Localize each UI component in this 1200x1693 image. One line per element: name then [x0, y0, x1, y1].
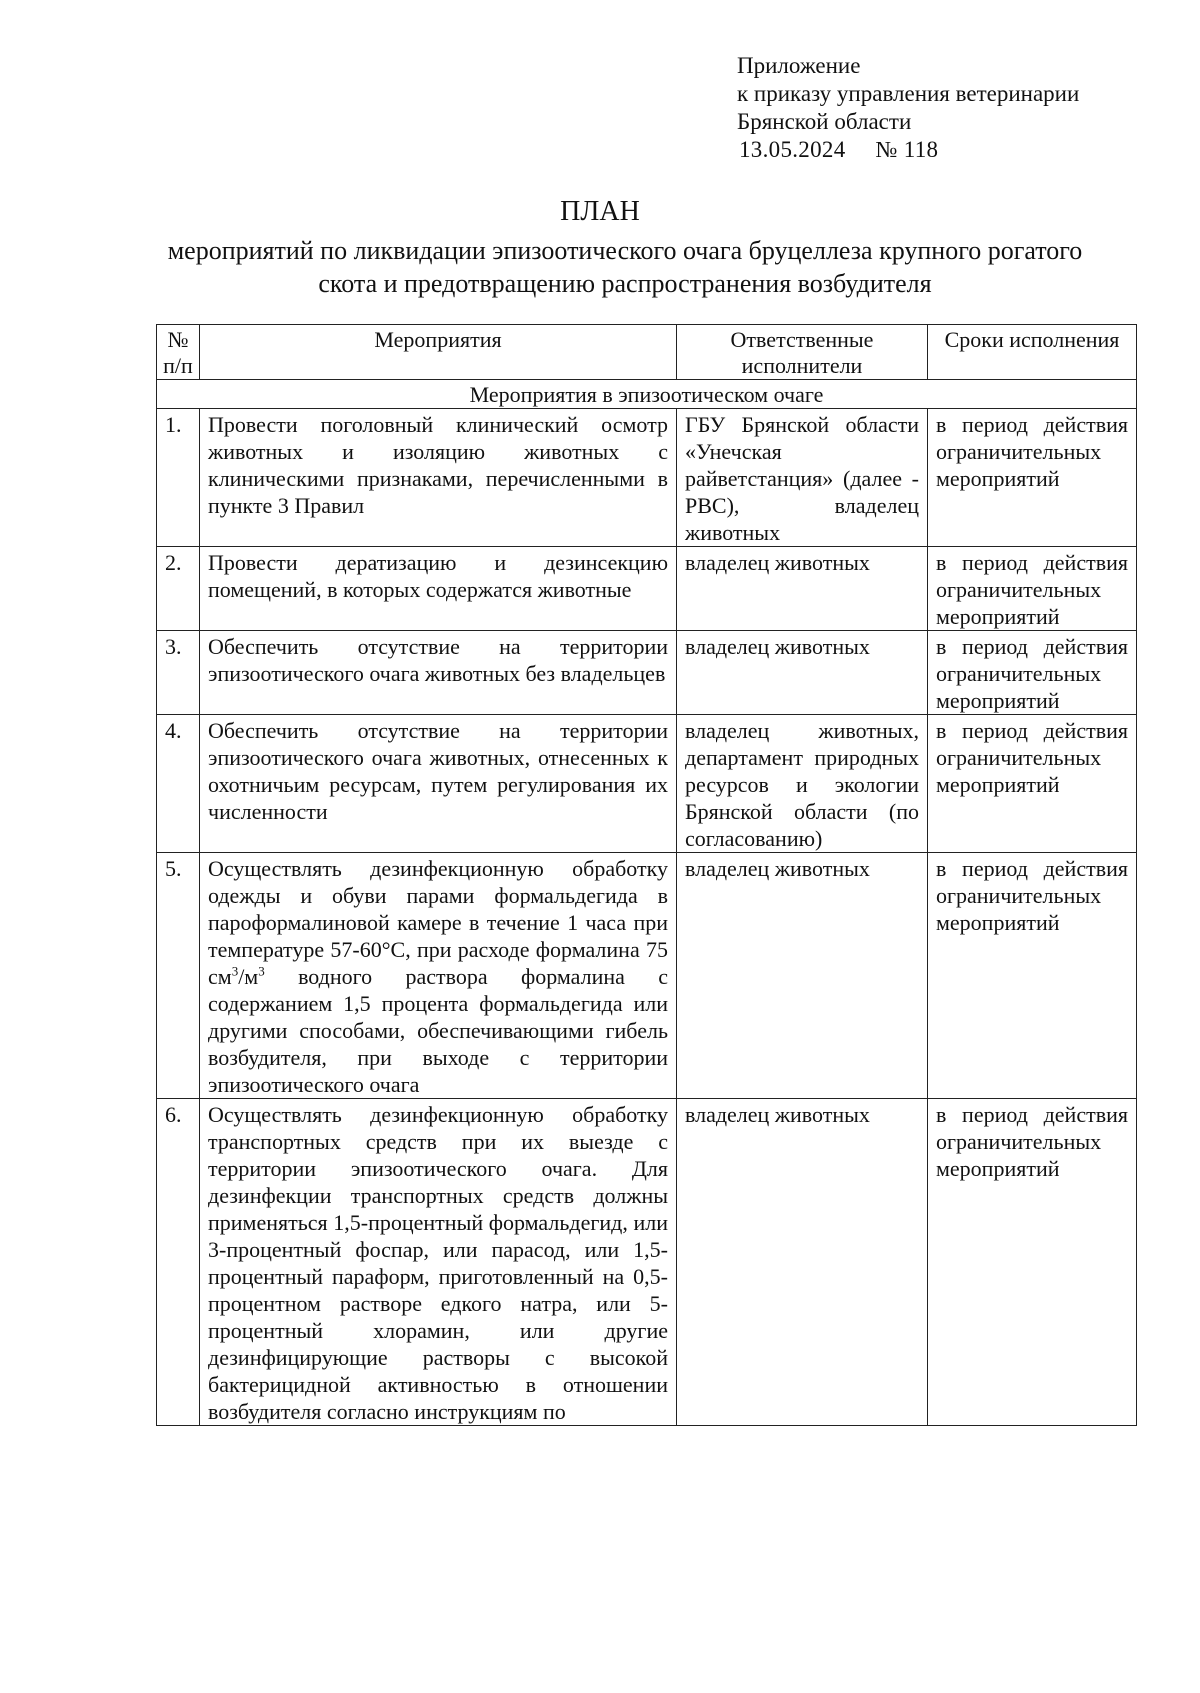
row-num: 1.: [157, 409, 200, 547]
row-term: в период действия ограничительных мероприятий: [928, 853, 1137, 1099]
table-header-row: [157, 325, 1137, 380]
appendix-date-line: [737, 136, 1079, 164]
document-subtitle: мероприятий по ликвидации эпизоотического очага бруцеллеза крупного рогатого скота и предотвращению распространения возбудителя: [167, 236, 1083, 298]
row-measure: Провести дератизацию и дезинсекцию помещений, в которых содержатся животные: [200, 547, 677, 631]
header-terms: Сроки исполнения: [928, 325, 1137, 380]
plan-table: [156, 324, 1137, 1426]
row-term: в период действия ограничительных мероприятий: [928, 547, 1137, 631]
row-responsible: владелец животных: [677, 547, 928, 631]
row-num: 2.: [157, 547, 200, 631]
appendix-block: [737, 52, 1079, 164]
row-term: в период действия ограничительных мероприятий: [928, 715, 1137, 853]
table-row: [157, 409, 1137, 547]
order-date: 13.05.2024: [739, 137, 846, 162]
header-measures: Мероприятия: [200, 325, 677, 380]
row-responsible: ГБУ Брянской области «Унечская райветстанция» (далее - РВС), владелец животных: [677, 409, 928, 547]
table-row: [157, 715, 1137, 853]
row-num: 6.: [157, 1099, 200, 1426]
row-measure: Обеспечить отсутствие на территории эпизоотического очага животных, отнесенных к охотничьим ресурсам, путем регулирования их численности: [200, 715, 677, 853]
row-num: 5.: [157, 853, 200, 1099]
row-responsible: владелец животных: [677, 1099, 928, 1426]
table-row: [157, 853, 1137, 1099]
order-number: № 118: [875, 137, 939, 162]
row-term: в период действия ограничительных мероприятий: [928, 1099, 1137, 1426]
row-num: 3.: [157, 631, 200, 715]
appendix-order-ref: к приказу управления ветеринарии: [737, 81, 1080, 106]
row-responsible: владелец животных: [677, 853, 928, 1099]
row-measure: Обеспечить отсутствие на территории эпизоотического очага животных без владельцев: [200, 631, 677, 715]
row-measure: Провести поголовный клинический осмотр животных и изоляцию животных с клиническими признаками, перечисленными в пункте 3 Правил: [200, 409, 677, 547]
appendix-label: Приложение: [737, 53, 861, 78]
row-responsible: владелец животных: [677, 631, 928, 715]
row-term: в период действия ограничительных мероприятий: [928, 409, 1137, 547]
row-measure: Осуществлять дезинфекционную обработку одежды и обуви парами формальдегида в пароформалиновой камере в течение 1 часа при температуре 57-60°С, при расходе формалина 75 $см^3/м^3$ водного раствора формалина с содержанием 1,5 процента формальдегида или другими способами, обеспечивающими гибель возбудителя, при выходе с территории эпизоотического очага: [200, 853, 677, 1099]
table-row: [157, 631, 1137, 715]
row-responsible: владелец животных, департамент природных ресурсов и экологии Брянской области (по согласованию): [677, 715, 928, 853]
section-row: [157, 380, 1137, 409]
row-num: 4.: [157, 715, 200, 853]
header-responsible: Ответственные исполнители: [677, 325, 928, 380]
row-measure: Осуществлять дезинфекционную обработку транспортных средств при их выезде с территории эпизоотического очага. Для дезинфекции транспортных средств должны применяться 1,5-процентный формальдегид, или 3-процентный фоспар, или парасод, или 1,5-процентный параформ, приготовленный на 0,5-процентном растворе едкого натра, или 5-процентный хлорамин, или другие дезинфицирующие растворы с высокой бактерицидной активностью в отношении возбудителя согласно инструкциям по: [200, 1099, 677, 1426]
row-term: в период действия ограничительных мероприятий: [928, 631, 1137, 715]
table-row: [157, 547, 1137, 631]
table-row: [157, 1099, 1137, 1426]
appendix-region: Брянской области: [737, 109, 912, 134]
section-title: Мероприятия в эпизоотическом очаге: [157, 380, 1137, 409]
header-num: № п/п: [157, 325, 200, 380]
document-title: ПЛАН: [560, 196, 640, 227]
